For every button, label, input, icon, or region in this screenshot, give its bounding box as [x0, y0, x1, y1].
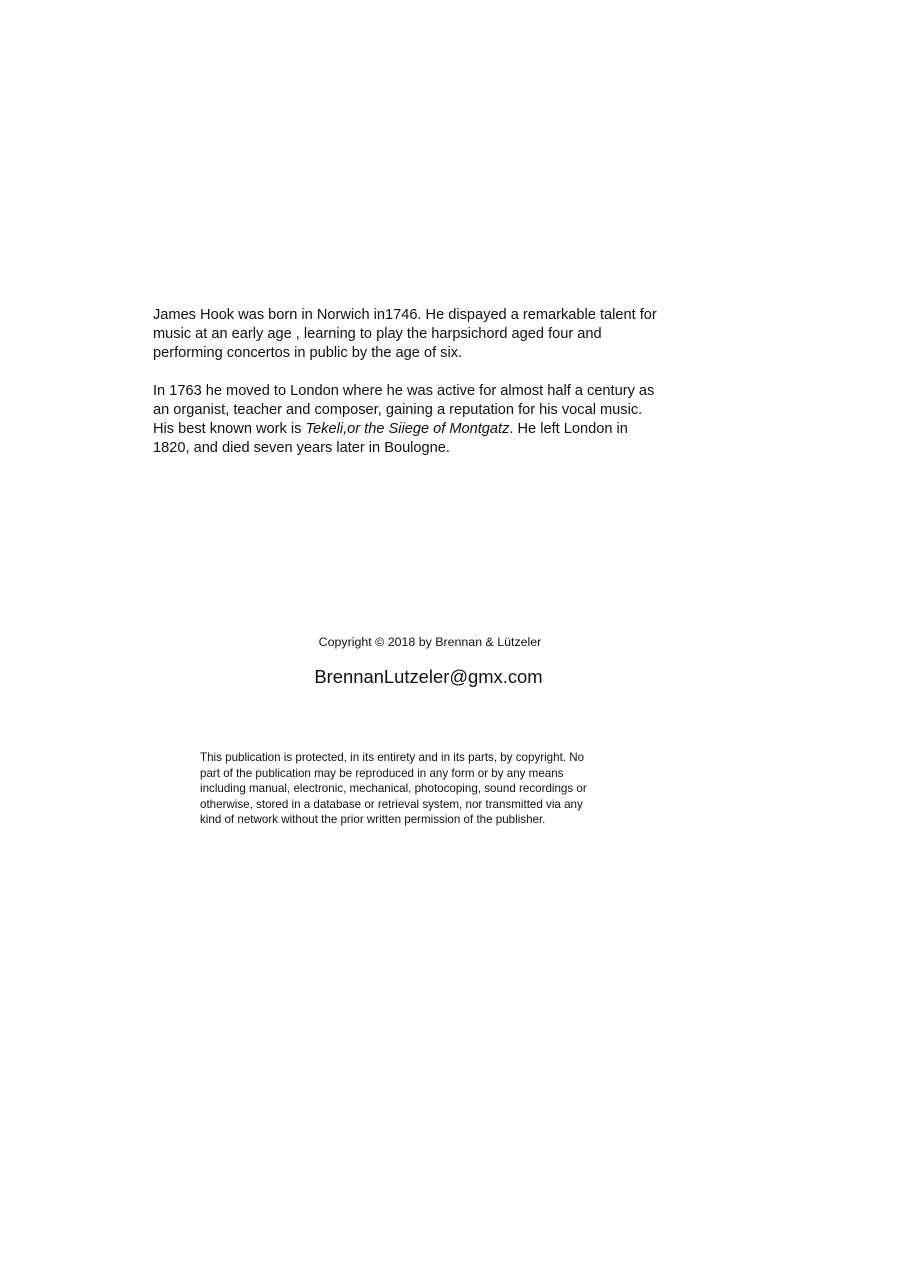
biography-text: . He left London in: [509, 421, 628, 437]
disclaimer-line: part of the publication may be reproduced in any form or by any means: [200, 766, 564, 780]
biography-section: [153, 306, 753, 458]
copyright-disclaimer: [200, 750, 680, 828]
biography-line: 1820, and died seven years later in Boulogne.: [153, 440, 450, 456]
disclaimer-line: otherwise, stored in a database or retrieval system, nor transmitted via any: [200, 797, 583, 811]
biography-line: James Hook was born in Norwich in1746. He dispayed a remarkable talent for: [153, 307, 657, 323]
biography-paragraph-1: [153, 306, 753, 363]
disclaimer-line: kind of network without the prior written permission of the publisher.: [200, 813, 546, 827]
disclaimer-line: including manual, electronic, mechanical, photocoping, sound recordings or: [200, 782, 587, 796]
biography-paragraph-2: [153, 382, 753, 458]
copyright-notice: Copyright © 2018 by Brennan & Lützeler: [318, 635, 542, 649]
biography-line-with-title: [153, 420, 753, 439]
biography-line: performing concertos in public by the age of six.: [153, 345, 463, 361]
contact-email: BrennanLutzeler@gmx.com: [314, 666, 543, 687]
biography-text: His best known work is: [153, 421, 306, 437]
biography-line: In 1763 he moved to London where he was active for almost half a century as: [153, 383, 655, 399]
work-title: Tekeli,or the Siiege of Montgatz: [305, 421, 510, 437]
disclaimer-line: This publication is protected, in its entirety and in its parts, by copyright. No: [200, 751, 585, 764]
biography-line: an organist, teacher and composer, gaining a reputation for his vocal music.: [153, 402, 643, 418]
biography-line: music at an early age , learning to play the harpsichord aged four and: [153, 326, 602, 342]
